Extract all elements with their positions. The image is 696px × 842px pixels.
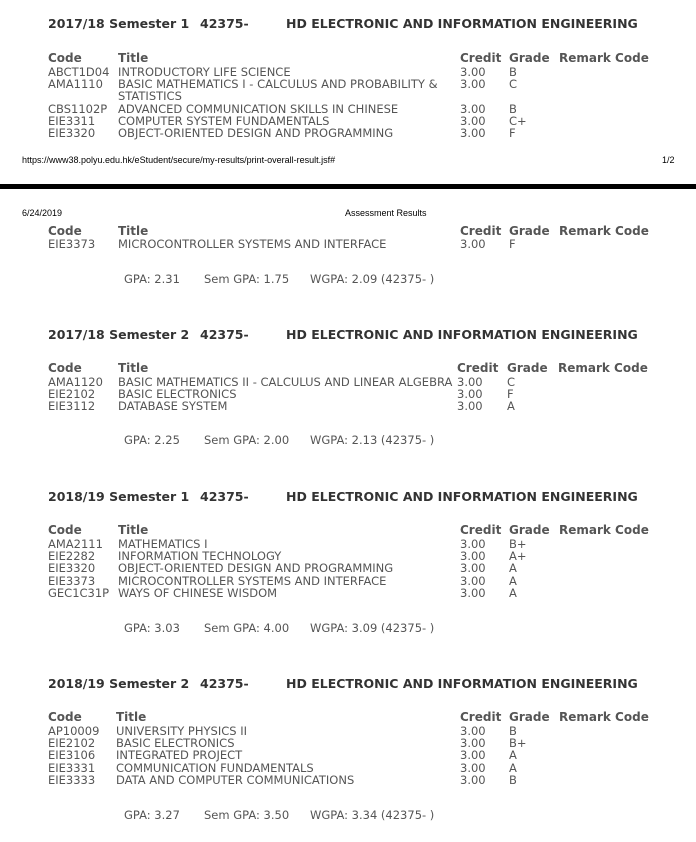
programme-code: 42375- bbox=[200, 327, 249, 342]
course-credit: 3.00 bbox=[460, 77, 486, 91]
col-title: Title bbox=[118, 224, 149, 238]
course-title: UNIVERSITY PHYSICS II bbox=[116, 724, 247, 738]
course-title: INFORMATION TECHNOLOGY bbox=[118, 549, 282, 563]
course-credit: 3.00 bbox=[460, 586, 486, 600]
col-grade: Grade bbox=[509, 224, 550, 238]
programme-code: 42375- bbox=[200, 16, 249, 31]
semester-term: 2018/19 Semester 1 bbox=[48, 489, 190, 504]
col-code: Code bbox=[48, 51, 82, 65]
course-code: EIE2102 bbox=[48, 736, 96, 750]
course-grade: A bbox=[509, 761, 517, 775]
course-grade: B bbox=[509, 773, 517, 787]
course-credit: 3.00 bbox=[460, 773, 486, 787]
course-credit: 3.00 bbox=[460, 65, 486, 79]
course-grade: F bbox=[509, 237, 516, 251]
sem-gpa-value: Sem GPA: 3.50 bbox=[204, 808, 290, 822]
course-title: WAYS OF CHINESE WISDOM bbox=[118, 586, 278, 600]
course-title: DATABASE SYSTEM bbox=[118, 399, 228, 413]
course-grade: A bbox=[509, 561, 517, 575]
course-title: ADVANCED COMMUNICATION SKILLS IN CHINESE bbox=[118, 102, 399, 116]
course-grade: B bbox=[509, 65, 517, 79]
page-number: 1/2 bbox=[662, 155, 675, 165]
course-grade: B+ bbox=[509, 537, 527, 551]
sem-gpa-value: Sem GPA: 1.75 bbox=[204, 272, 290, 286]
course-grade: B bbox=[509, 102, 517, 116]
course-credit: 3.00 bbox=[460, 237, 486, 251]
course-credit: 3.00 bbox=[460, 102, 486, 116]
course-title: COMMUNICATION FUNDAMENTALS bbox=[116, 761, 314, 775]
course-title: BASIC ELECTRONICS bbox=[118, 387, 237, 401]
col-code: Code bbox=[48, 224, 82, 238]
gpa-value: GPA: 3.27 bbox=[124, 808, 180, 822]
col-title: Title bbox=[118, 51, 149, 65]
course-credit: 3.00 bbox=[460, 724, 486, 738]
col-credit: Credit bbox=[460, 224, 502, 238]
course-grade: F bbox=[509, 126, 516, 140]
course-code: ABCT1D04 bbox=[48, 65, 110, 79]
course-grade: B+ bbox=[509, 736, 527, 750]
course-code: AMA1110 bbox=[48, 77, 103, 91]
course-title: MATHEMATICS I bbox=[118, 537, 208, 551]
course-title: INTRODUCTORY LIFE SCIENCE bbox=[118, 65, 291, 79]
course-grade: A bbox=[509, 574, 517, 588]
page-url: https://www38.polyu.edu.hk/eStudent/secure/my-results/print-overall-result.jsf# bbox=[22, 155, 336, 165]
print-date: 6/24/2019 bbox=[22, 208, 63, 218]
course-title: OBJECT-ORIENTED DESIGN AND PROGRAMMING bbox=[118, 126, 394, 140]
col-grade: Grade bbox=[509, 523, 550, 537]
course-credit: 3.00 bbox=[460, 114, 486, 128]
col-remark: Remark Code bbox=[558, 361, 648, 375]
programme-code: 42375- bbox=[200, 676, 249, 691]
course-grade: C+ bbox=[509, 114, 527, 128]
course-credit: 3.00 bbox=[460, 537, 486, 551]
course-credit: 3.00 bbox=[457, 399, 483, 413]
course-title-continued: STATISTICS bbox=[118, 89, 182, 103]
col-credit: Credit bbox=[460, 710, 502, 724]
wgpa-value: WGPA: 3.09 (42375- ) bbox=[310, 621, 435, 635]
course-code: AP10009 bbox=[48, 724, 100, 738]
course-grade: F bbox=[507, 387, 514, 401]
course-title: MICROCONTROLLER SYSTEMS AND INTERFACE bbox=[118, 574, 387, 588]
programme-name: HD ELECTRONIC AND INFORMATION ENGINEERING bbox=[286, 676, 638, 691]
course-code: EIE3320 bbox=[48, 561, 96, 575]
course-title: INTEGRATED PROJECT bbox=[116, 748, 243, 762]
course-code: EIE3373 bbox=[48, 237, 96, 251]
course-credit: 3.00 bbox=[460, 549, 486, 563]
course-title: BASIC ELECTRONICS bbox=[116, 736, 235, 750]
course-title: MICROCONTROLLER SYSTEMS AND INTERFACE bbox=[118, 237, 387, 251]
course-code: EIE3311 bbox=[48, 114, 96, 128]
course-grade: A+ bbox=[509, 549, 527, 563]
course-code: AMA1120 bbox=[48, 375, 103, 389]
col-title: Title bbox=[118, 523, 149, 537]
col-code: Code bbox=[48, 361, 82, 375]
course-code: EIE3373 bbox=[48, 574, 96, 588]
course-code: GEC1C31P bbox=[48, 586, 110, 600]
col-code: Code bbox=[48, 710, 82, 724]
col-title: Title bbox=[116, 710, 147, 724]
course-credit: 3.00 bbox=[460, 561, 486, 575]
course-credit: 3.00 bbox=[457, 387, 483, 401]
course-code: EIE3333 bbox=[48, 773, 96, 787]
col-credit: Credit bbox=[457, 361, 499, 375]
course-code: AMA2111 bbox=[48, 537, 103, 551]
course-credit: 3.00 bbox=[460, 748, 486, 762]
course-code: EIE3106 bbox=[48, 748, 96, 762]
course-code: EIE3331 bbox=[48, 761, 96, 775]
course-credit: 3.00 bbox=[460, 761, 486, 775]
course-title: OBJECT-ORIENTED DESIGN AND PROGRAMMING bbox=[118, 561, 394, 575]
col-credit: Credit bbox=[460, 523, 502, 537]
course-grade: B bbox=[509, 724, 517, 738]
course-code: EIE2102 bbox=[48, 387, 96, 401]
course-code: EIE3112 bbox=[48, 399, 96, 413]
programme-name: HD ELECTRONIC AND INFORMATION ENGINEERING bbox=[286, 489, 638, 504]
wgpa-value: WGPA: 2.09 (42375- ) bbox=[310, 272, 435, 286]
sem-gpa-value: Sem GPA: 2.00 bbox=[204, 433, 290, 447]
course-grade: A bbox=[507, 399, 515, 413]
page-break-divider bbox=[0, 184, 696, 189]
semester-term: 2017/18 Semester 2 bbox=[48, 327, 190, 342]
course-grade: C bbox=[507, 375, 516, 389]
col-remark: Remark Code bbox=[559, 51, 649, 65]
course-credit: 3.00 bbox=[460, 574, 486, 588]
wgpa-value: WGPA: 3.34 (42375- ) bbox=[310, 808, 435, 822]
sem-gpa-value: Sem GPA: 4.00 bbox=[204, 621, 290, 635]
gpa-value: GPA: 2.25 bbox=[124, 433, 180, 447]
col-grade: Grade bbox=[507, 361, 548, 375]
programme-code: 42375- bbox=[200, 489, 249, 504]
course-title: DATA AND COMPUTER COMMUNICATIONS bbox=[116, 773, 355, 787]
semester-term: 2018/19 Semester 2 bbox=[48, 676, 190, 691]
col-grade: Grade bbox=[509, 710, 550, 724]
col-credit: Credit bbox=[460, 51, 502, 65]
col-remark: Remark Code bbox=[559, 224, 649, 238]
col-remark: Remark Code bbox=[559, 710, 649, 724]
wgpa-value: WGPA: 2.13 (42375- ) bbox=[310, 433, 435, 447]
programme-name: HD ELECTRONIC AND INFORMATION ENGINEERING bbox=[286, 327, 638, 342]
gpa-value: GPA: 3.03 bbox=[124, 621, 180, 635]
course-grade: C bbox=[509, 77, 518, 91]
course-credit: 3.00 bbox=[460, 736, 486, 750]
course-title: COMPUTER SYSTEM FUNDAMENTALS bbox=[118, 114, 330, 128]
course-title: BASIC MATHEMATICS II - CALCULUS AND LINEAR ALGEBRA bbox=[118, 375, 453, 389]
course-grade: A bbox=[509, 586, 517, 600]
course-code: EIE3320 bbox=[48, 126, 96, 140]
programme-name: HD ELECTRONIC AND INFORMATION ENGINEERING bbox=[286, 16, 638, 31]
course-credit: 3.00 bbox=[460, 126, 486, 140]
col-code: Code bbox=[48, 523, 82, 537]
course-code: CBS1102P bbox=[48, 102, 108, 116]
gpa-value: GPA: 2.31 bbox=[124, 272, 180, 286]
course-title: BASIC MATHEMATICS I - CALCULUS AND PROBABILITY & bbox=[118, 77, 438, 91]
course-grade: A bbox=[509, 748, 517, 762]
col-grade: Grade bbox=[509, 51, 550, 65]
col-remark: Remark Code bbox=[559, 523, 649, 537]
page-heading: Assessment Results bbox=[345, 208, 427, 218]
course-code: EIE2282 bbox=[48, 549, 96, 563]
semester-term: 2017/18 Semester 1 bbox=[48, 16, 190, 31]
course-credit: 3.00 bbox=[457, 375, 483, 389]
col-title: Title bbox=[118, 361, 149, 375]
